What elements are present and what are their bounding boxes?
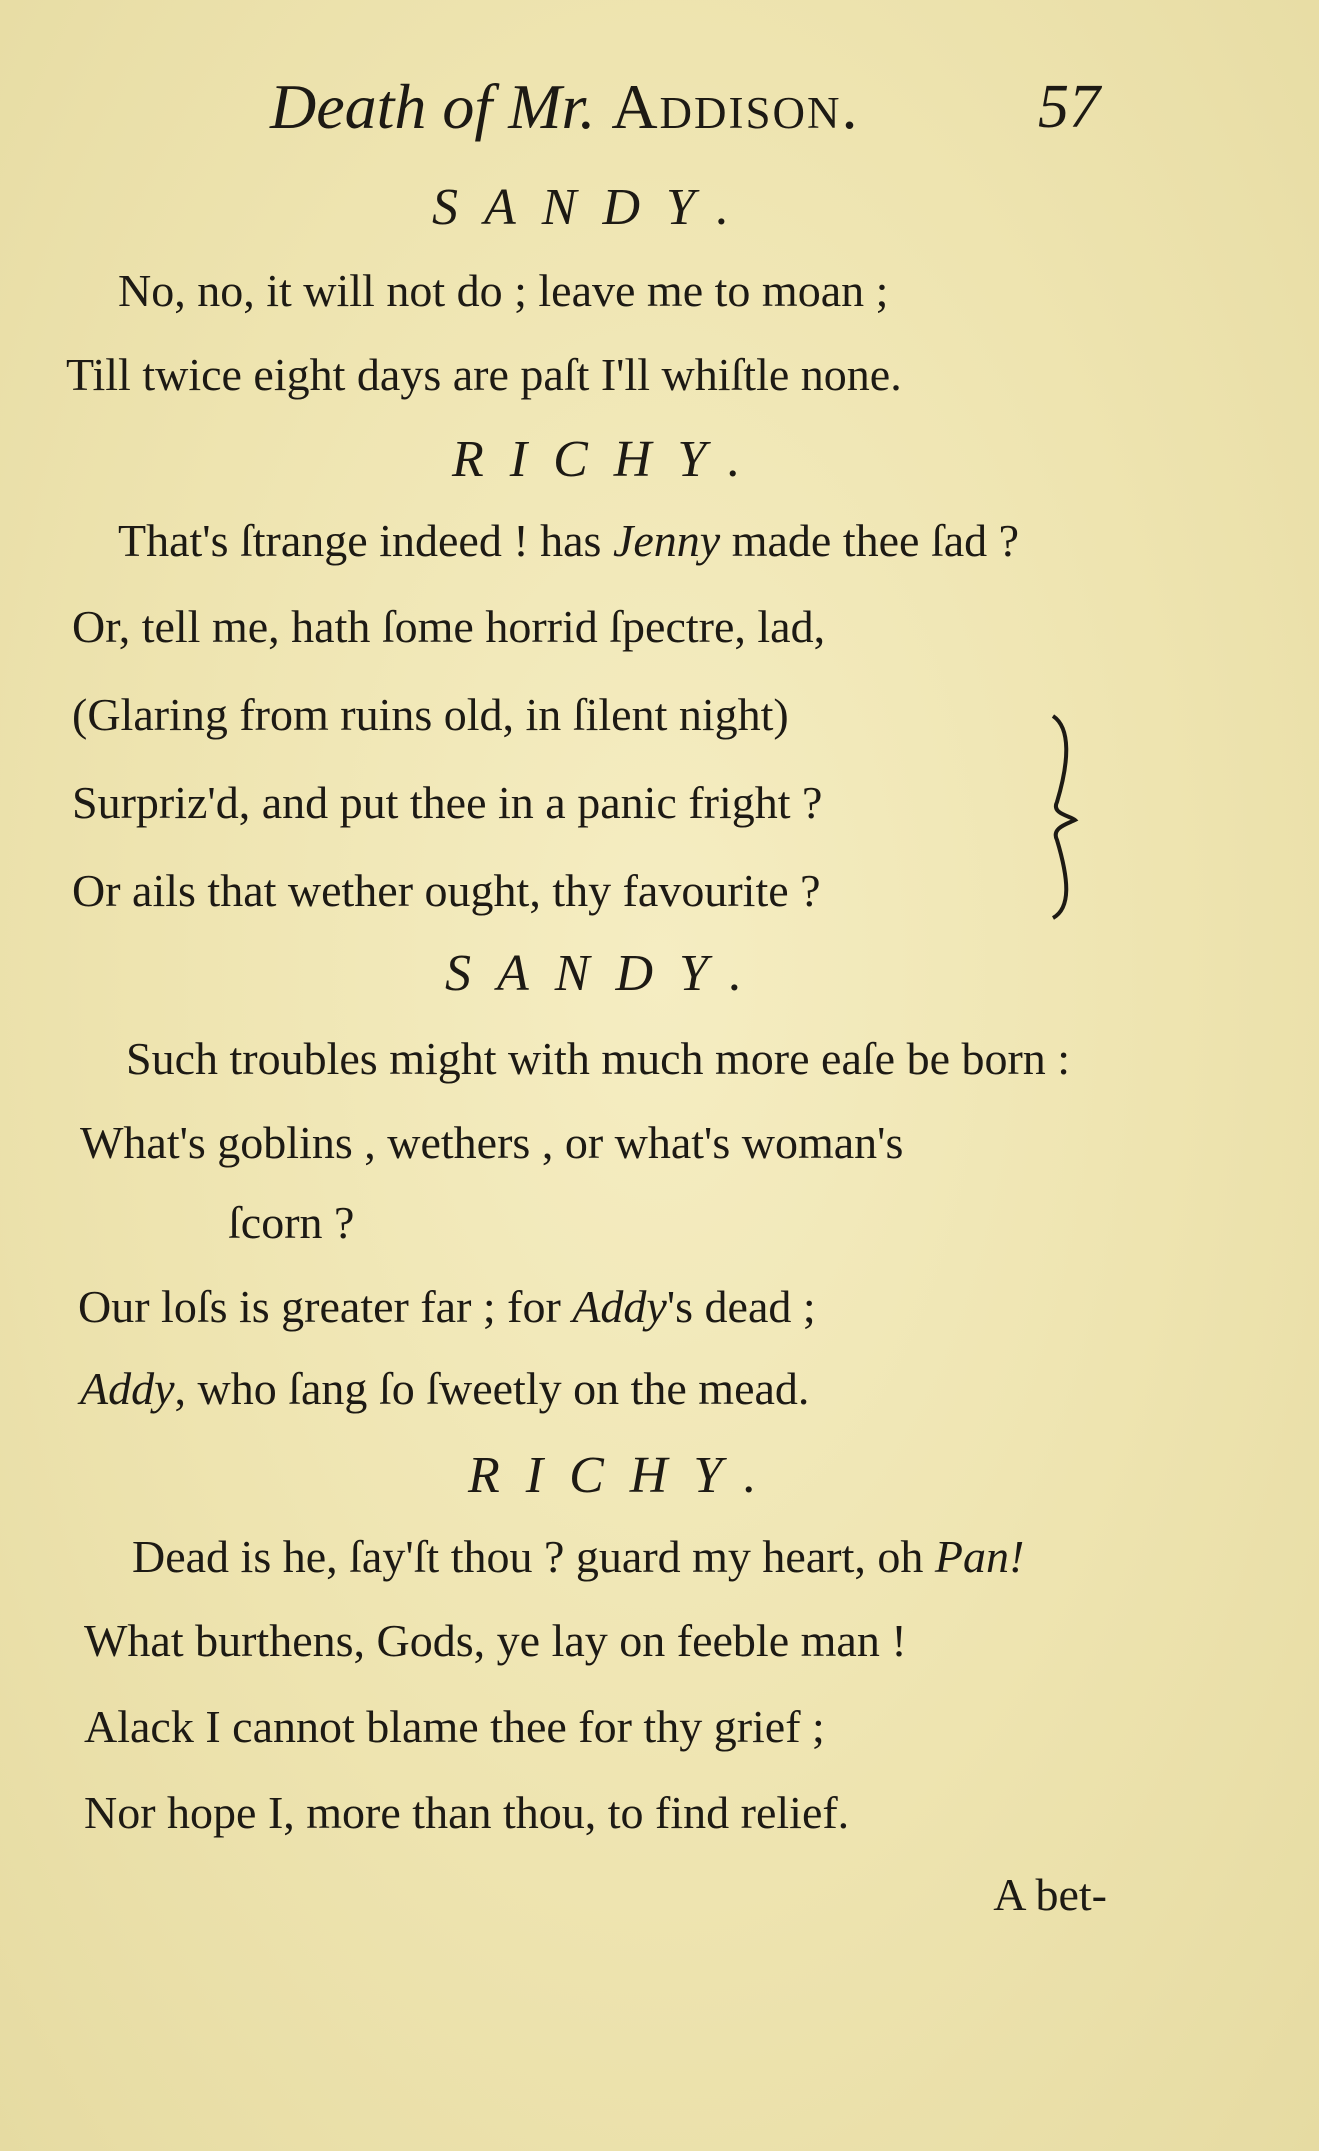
verse-line: Alack I cannot blame thee for thy grief ; (84, 1701, 825, 1752)
verse-line (78, 1281, 816, 1332)
triplet-brace (1045, 712, 1095, 922)
verse-text: That's ſtrange indeed ! has (118, 515, 602, 566)
verse-text: Dead is he, ſay'ſt thou ? guard my heart, oh (132, 1531, 924, 1582)
verse-line: Surpriz'd, and put thee in a panic fright ? (72, 777, 823, 828)
verse-line (118, 515, 1020, 566)
running-header (270, 70, 1100, 150)
catchword: A bet- (993, 1869, 1107, 1920)
verse-line: Or ails that wether ought, thy favourite ? (72, 865, 821, 916)
verse-line (132, 1531, 1025, 1582)
verse-line: Nor hope I, more than thou, to find relief. (84, 1787, 850, 1838)
verse-line: What's goblins , wethers , or what's woman's (80, 1117, 904, 1168)
verse-line: What burthens, Gods, ye lay on feeble man ! (84, 1615, 907, 1666)
speaker-name: SANDY. (445, 945, 769, 1002)
running-title (270, 70, 860, 144)
verse-text: Our loſs is greater far ; for (78, 1281, 561, 1332)
verse-line (80, 1363, 810, 1414)
title-part-1: Death of (270, 71, 493, 142)
verse-text: made thee ſad ? (731, 515, 1020, 566)
title-part-2: Mr. (508, 71, 596, 142)
verse-line: Till twice eight days are paſt I'll whiſtle none. (66, 349, 902, 400)
verse-name-addy: Addy (572, 1281, 667, 1332)
verse-name-pan: Pan! (934, 1531, 1025, 1582)
verse-name-addy: Addy (80, 1363, 175, 1414)
verse-name-jenny: Jenny (612, 515, 721, 566)
verse-line: ſcorn ? (228, 1197, 355, 1248)
verse-line: Or, tell me, hath ſome horrid ſpectre, lad, (72, 601, 826, 652)
title-part-3: Addison. (611, 71, 860, 142)
verse-text: , who ſang ſo ſweetly on the mead. (174, 1363, 810, 1414)
verse-line: No, no, it will not do ; leave me to moan ; (118, 265, 889, 316)
verse-text: 's dead ; (666, 1281, 816, 1332)
page-number: 57 (1038, 73, 1100, 141)
speaker-name: RICHY. (468, 1447, 783, 1504)
speaker-name: RICHY. (452, 431, 767, 488)
verse-line: Such troubles might with much more eaſe be born : (126, 1033, 1071, 1084)
speaker-name: SANDY. (432, 179, 756, 236)
verse-line: (Glaring from ruins old, in ſilent night) (72, 689, 789, 740)
